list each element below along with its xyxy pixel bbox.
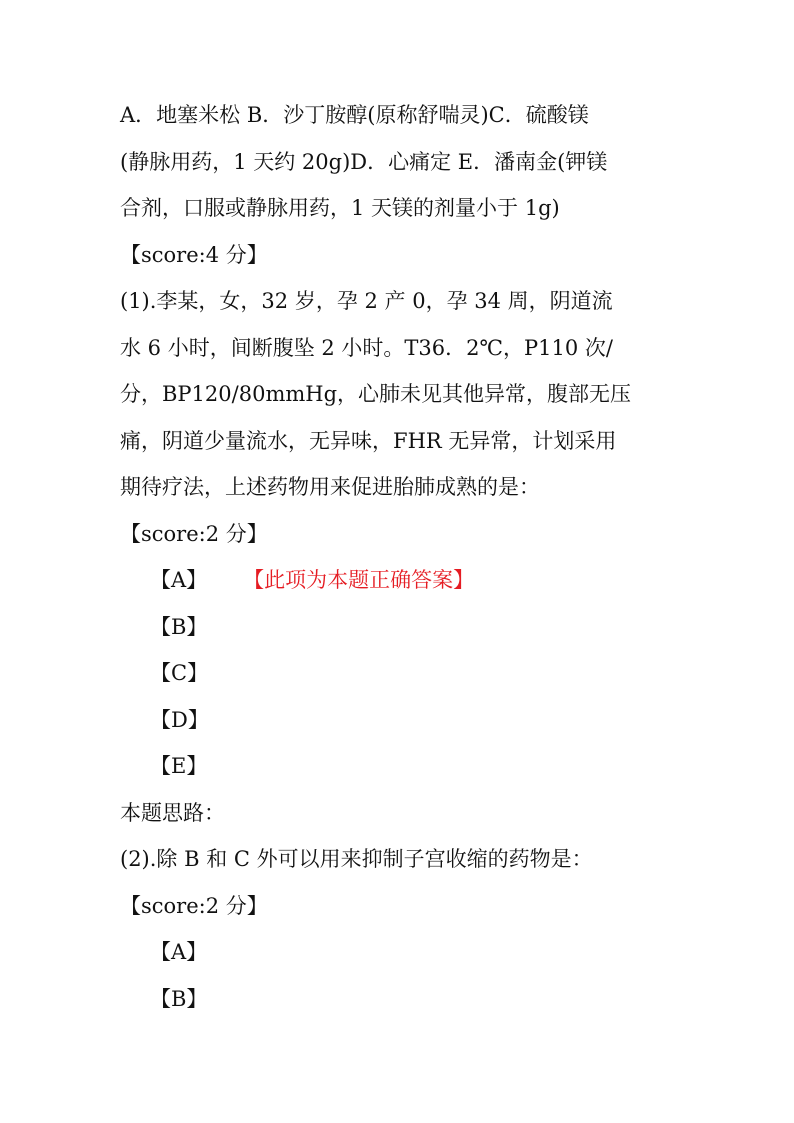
- question-stem-line: 分，BP120/80mmHg，心肺未见其他异常，腹部无压: [120, 382, 632, 406]
- question-score: 【score:2 分】: [120, 521, 268, 546]
- option-d[interactable]: [120, 697, 680, 744]
- option-a[interactable]: [120, 557, 680, 604]
- option-list-intro: [120, 92, 680, 232]
- question-stem-line: 水 6 小时，间断腹坠 2 小时。T36．2℃，P110 次/: [120, 335, 613, 360]
- option-label: 【C】: [150, 661, 209, 685]
- option-label: 【A】: [150, 568, 208, 592]
- intro-line: (静脉用药，1 天约 20g)D．心痛定 E．潘南金(钾镁: [120, 149, 608, 174]
- question-score: 【score:2 分】: [120, 893, 268, 918]
- question-1: [120, 278, 680, 836]
- question-stem-line: 痛，阴道少量流水，无异味，FHR 无异常，计划采用: [120, 428, 617, 453]
- option-label: 【A】: [150, 940, 208, 964]
- option-b[interactable]: [120, 604, 680, 651]
- option-label: 【B】: [150, 614, 208, 639]
- question-stem-line: (2).除 B 和 C 外可以用来抑制子宫收缩的药物是：: [120, 847, 593, 871]
- document-page: [120, 92, 680, 1022]
- option-a[interactable]: [120, 929, 680, 976]
- option-label: 【D】: [150, 707, 209, 732]
- option-e[interactable]: [120, 743, 680, 790]
- intro-line: 合剂，口服或静脉用药，1 天镁的剂量小于 1g): [120, 196, 560, 220]
- option-label: 【E】: [150, 754, 208, 778]
- analysis-label: 本题思路：: [120, 800, 225, 825]
- question-stem-line: (1).李某，女，32 岁，孕 2 产 0，孕 34 周，阴道流: [120, 289, 613, 313]
- answer-options: [120, 557, 680, 790]
- option-label: 【B】: [150, 986, 208, 1011]
- answer-options: [120, 929, 680, 1022]
- question-stem-line: 期待疗法，上述药物用来促进胎肺成熟的是：: [120, 475, 540, 499]
- option-b[interactable]: [120, 976, 680, 1023]
- option-c[interactable]: [120, 650, 680, 697]
- correct-answer-tag: 【此项为本题正确答案】: [243, 568, 475, 592]
- group-score: 【score:4 分】: [120, 242, 268, 267]
- intro-line: A．地塞米松 B．沙丁胺醇(原称舒喘灵)C．硫酸镁: [120, 103, 589, 127]
- question-2: [120, 836, 680, 1022]
- question-stem: [120, 278, 680, 511]
